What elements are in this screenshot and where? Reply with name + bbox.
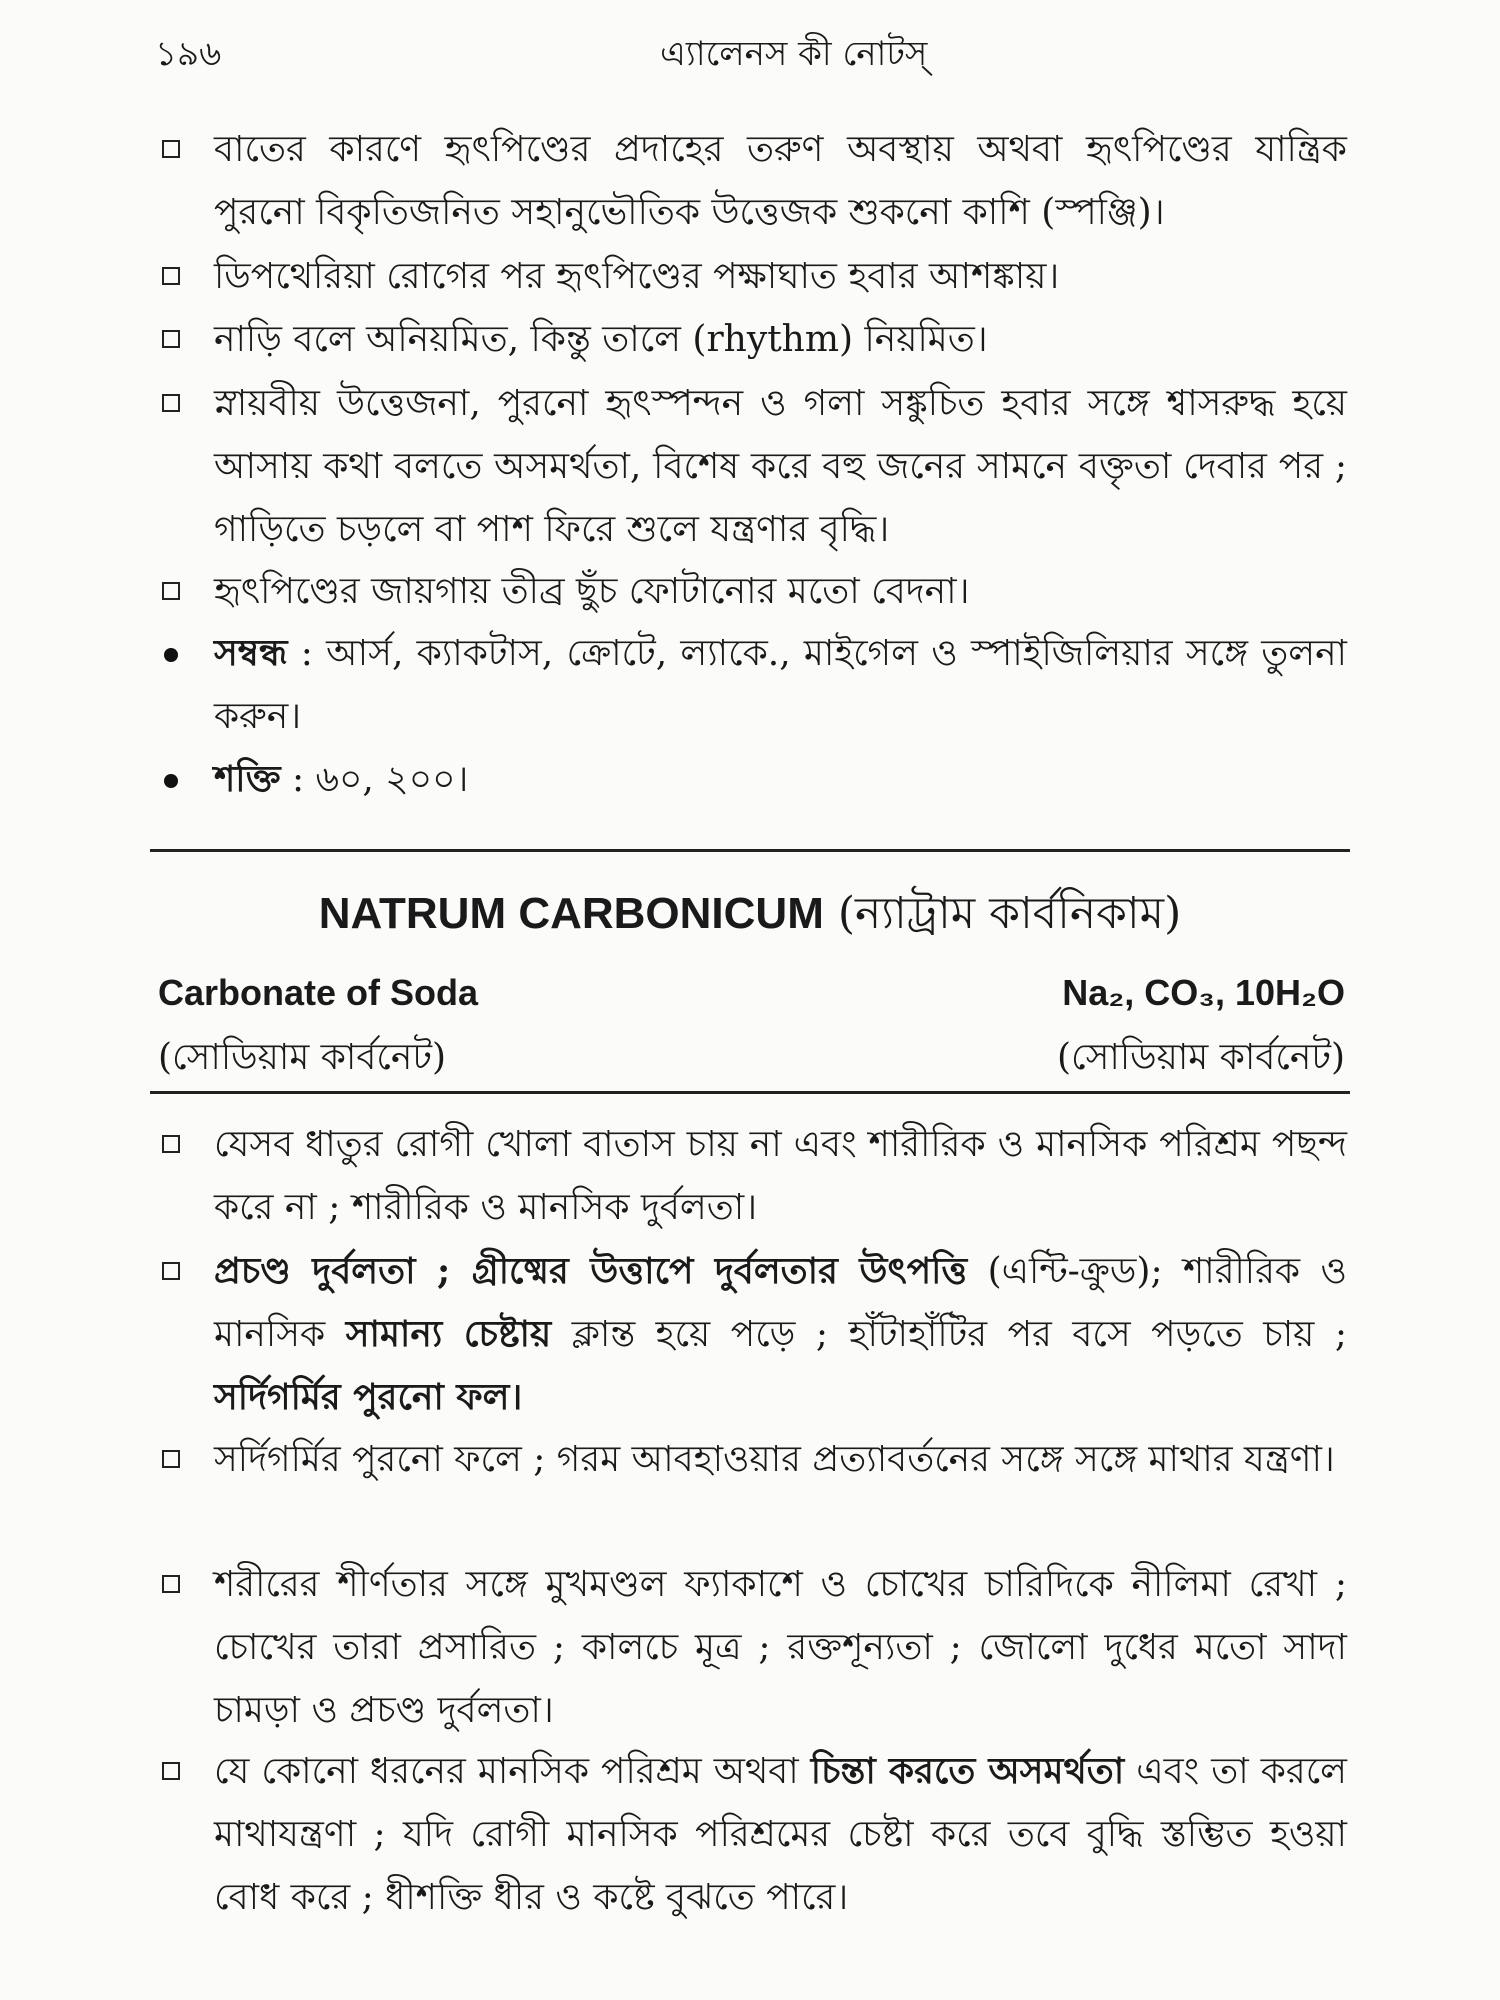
text-segment: নাড়ি বলে অনিয়মিত, কিন্তু তালে (rhythm) নিয়মিত। bbox=[214, 319, 988, 360]
checkbox-square-icon bbox=[162, 1135, 180, 1153]
text-segment: : আর্স, ক্যাকটাস, ক্রোটে, ল্যাকে., মাইগেল ও স্পাইজিলিয়ার সঙ্গে তুলনা করুন। bbox=[214, 633, 1347, 737]
list-item bbox=[162, 245, 1347, 308]
remedy-name-bn-left: (সোডিয়াম কার্বনেট) bbox=[158, 1037, 447, 1078]
item-text bbox=[214, 1553, 1347, 1742]
item-text bbox=[214, 1113, 1347, 1239]
text-segment: স্নায়বীয় উত্তেজনা, পুরনো হৃৎস্পন্দন ও গলা সঙ্কুচিত হবার সঙ্গে শ্বাসরুদ্ধ হয়ে আসায় কথা বলতে অসমর্থতা, বিশেষ করে বহু জনের সামনে বক্তৃতা দেবার পর ; গাড়িতে চড়লে বা পাশ ফিরে শুলে যন্ত্রণার বৃদ্ধি। bbox=[214, 383, 1347, 550]
remedy-name-bn: (ন্যাট্রাম কার্বনিকাম) bbox=[837, 888, 1182, 939]
checkbox-square-icon bbox=[162, 1450, 180, 1468]
checkbox-square-icon bbox=[162, 267, 180, 285]
checkbox-square-icon bbox=[162, 1262, 180, 1280]
bold-text: প্রচণ্ড দুর্বলতা ; গ্রীষ্মের উত্তাপে দুর্বলতার উৎপত্তি bbox=[214, 1250, 968, 1292]
text-segment: যে কোনো ধরনের মানসিক পরিশ্রম অথবা bbox=[214, 1751, 811, 1792]
checkbox-square-icon bbox=[162, 1762, 180, 1780]
list-item bbox=[162, 372, 1347, 561]
item-text bbox=[214, 245, 1347, 308]
text-segment: হৃৎপিণ্ডের জায়গায় তীব্র ছুঁচ ফোটানোর মতো বেদনা। bbox=[214, 571, 970, 612]
text-segment: বাতের কারণে হৃৎপিণ্ডের প্রদাহের তরুণ অবস্থায় অথবা হৃৎপিণ্ডের যান্ত্রিক পুরনো বিকৃতিজনিত সহানুভৌতিক উত্তেজক শুকনো কাশি (স্পঞ্জি)। bbox=[214, 129, 1347, 233]
text-segment: যেসব ধাতুর রোগী খোলা বাতাস চায় না এবং শারীরিক ও মানসিক পরিশ্রম পছন্দ করে না ; শারীরিক ও মানসিক দুর্বলতা। bbox=[214, 1124, 1347, 1228]
item-text bbox=[214, 748, 1347, 811]
list-item bbox=[162, 560, 1347, 623]
page-number: ১৯৬ bbox=[155, 34, 222, 74]
list-item bbox=[162, 1428, 1347, 1491]
list-item bbox=[162, 1740, 1347, 1929]
remedy-title bbox=[0, 880, 1500, 953]
bullet-icon bbox=[164, 774, 178, 788]
divider bbox=[150, 849, 1350, 852]
item-text bbox=[214, 308, 1347, 371]
bold-text: সম্বন্ধ bbox=[214, 632, 288, 674]
text-segment: : ৬০, ২০০। bbox=[280, 759, 469, 800]
item-text bbox=[214, 1740, 1347, 1929]
text-segment: শরীরের শীর্ণতার সঙ্গে মুখমণ্ডল ফ্যাকাশে ও চোখের চারিদিকে নীলিমা রেখা ; চোখের তারা প্রসারিত ; কালচে মূত্র ; রক্তশূন্যতা ; জোলো দুধের মতো সাদা চামড়া ও প্রচণ্ড দুর্বলতা। bbox=[214, 1564, 1347, 1731]
list-item bbox=[162, 748, 1347, 811]
text-segment: (এন্টি-ক্রুড); শারীরিক ও মানসিক bbox=[214, 1251, 1347, 1355]
remedy-formula: Na₂, CO₃, 10H₂O bbox=[1062, 972, 1345, 1013]
remedy-common-name: Carbonate of Soda bbox=[158, 972, 479, 1013]
running-title: এ্যালেনস কী নোটস্ bbox=[660, 34, 928, 74]
item-text bbox=[214, 372, 1347, 561]
list-item bbox=[162, 1113, 1347, 1239]
list-item bbox=[162, 118, 1347, 244]
bold-text: সামান্য চেষ্টায় bbox=[345, 1313, 552, 1355]
bold-text: শক্তি bbox=[214, 758, 281, 800]
checkbox-square-icon bbox=[162, 330, 180, 348]
item-text bbox=[214, 1240, 1347, 1429]
text-segment: ক্লান্ত হয়ে পড়ে ; হাঁটাহাঁটির পর বসে পড়তে চায় ; bbox=[551, 1314, 1348, 1355]
bullet-icon bbox=[164, 648, 178, 662]
item-text bbox=[214, 560, 1347, 623]
checkbox-square-icon bbox=[162, 582, 180, 600]
list-item bbox=[162, 622, 1347, 748]
item-text bbox=[214, 118, 1347, 244]
remedy-name-bn-right: (সোডিয়াম কার্বনেট) bbox=[1056, 1037, 1345, 1078]
list-item bbox=[162, 1553, 1347, 1742]
bold-text: চিন্তা করতে অসমর্থতা bbox=[810, 1750, 1125, 1792]
text-segment: সর্দিগর্মির পুরনো ফলে ; গরম আবহাওয়ার প্রত্যাবর্তনের সঙ্গে সঙ্গে মাথার যন্ত্রণা। bbox=[214, 1439, 1335, 1480]
divider bbox=[150, 1091, 1350, 1094]
list-item bbox=[162, 308, 1347, 371]
text-segment: এবং তা করলে মাথাযন্ত্রণা ; যদি রোগী মানসিক পরিশ্রমের চেষ্টা করে তবে বুদ্ধি স্তম্ভিত হওয়া বোধ করে ; ধীশক্তি ধীর ও কষ্টে বুঝতে পারে। bbox=[214, 1751, 1347, 1918]
bold-text: সর্দিগর্মির পুরনো ফল। bbox=[214, 1376, 523, 1418]
remedy-name-en: NATRUM CARBONICUM bbox=[318, 889, 824, 938]
checkbox-square-icon bbox=[162, 394, 180, 412]
list-item bbox=[162, 1240, 1347, 1429]
checkbox-square-icon bbox=[162, 1575, 180, 1593]
item-text bbox=[214, 1428, 1347, 1491]
item-text bbox=[214, 622, 1347, 748]
checkbox-square-icon bbox=[162, 140, 180, 158]
text-segment: ডিপথেরিয়া রোগের পর হৃৎপিণ্ডের পক্ষাঘাত হবার আশঙ্কায়। bbox=[214, 256, 1060, 297]
